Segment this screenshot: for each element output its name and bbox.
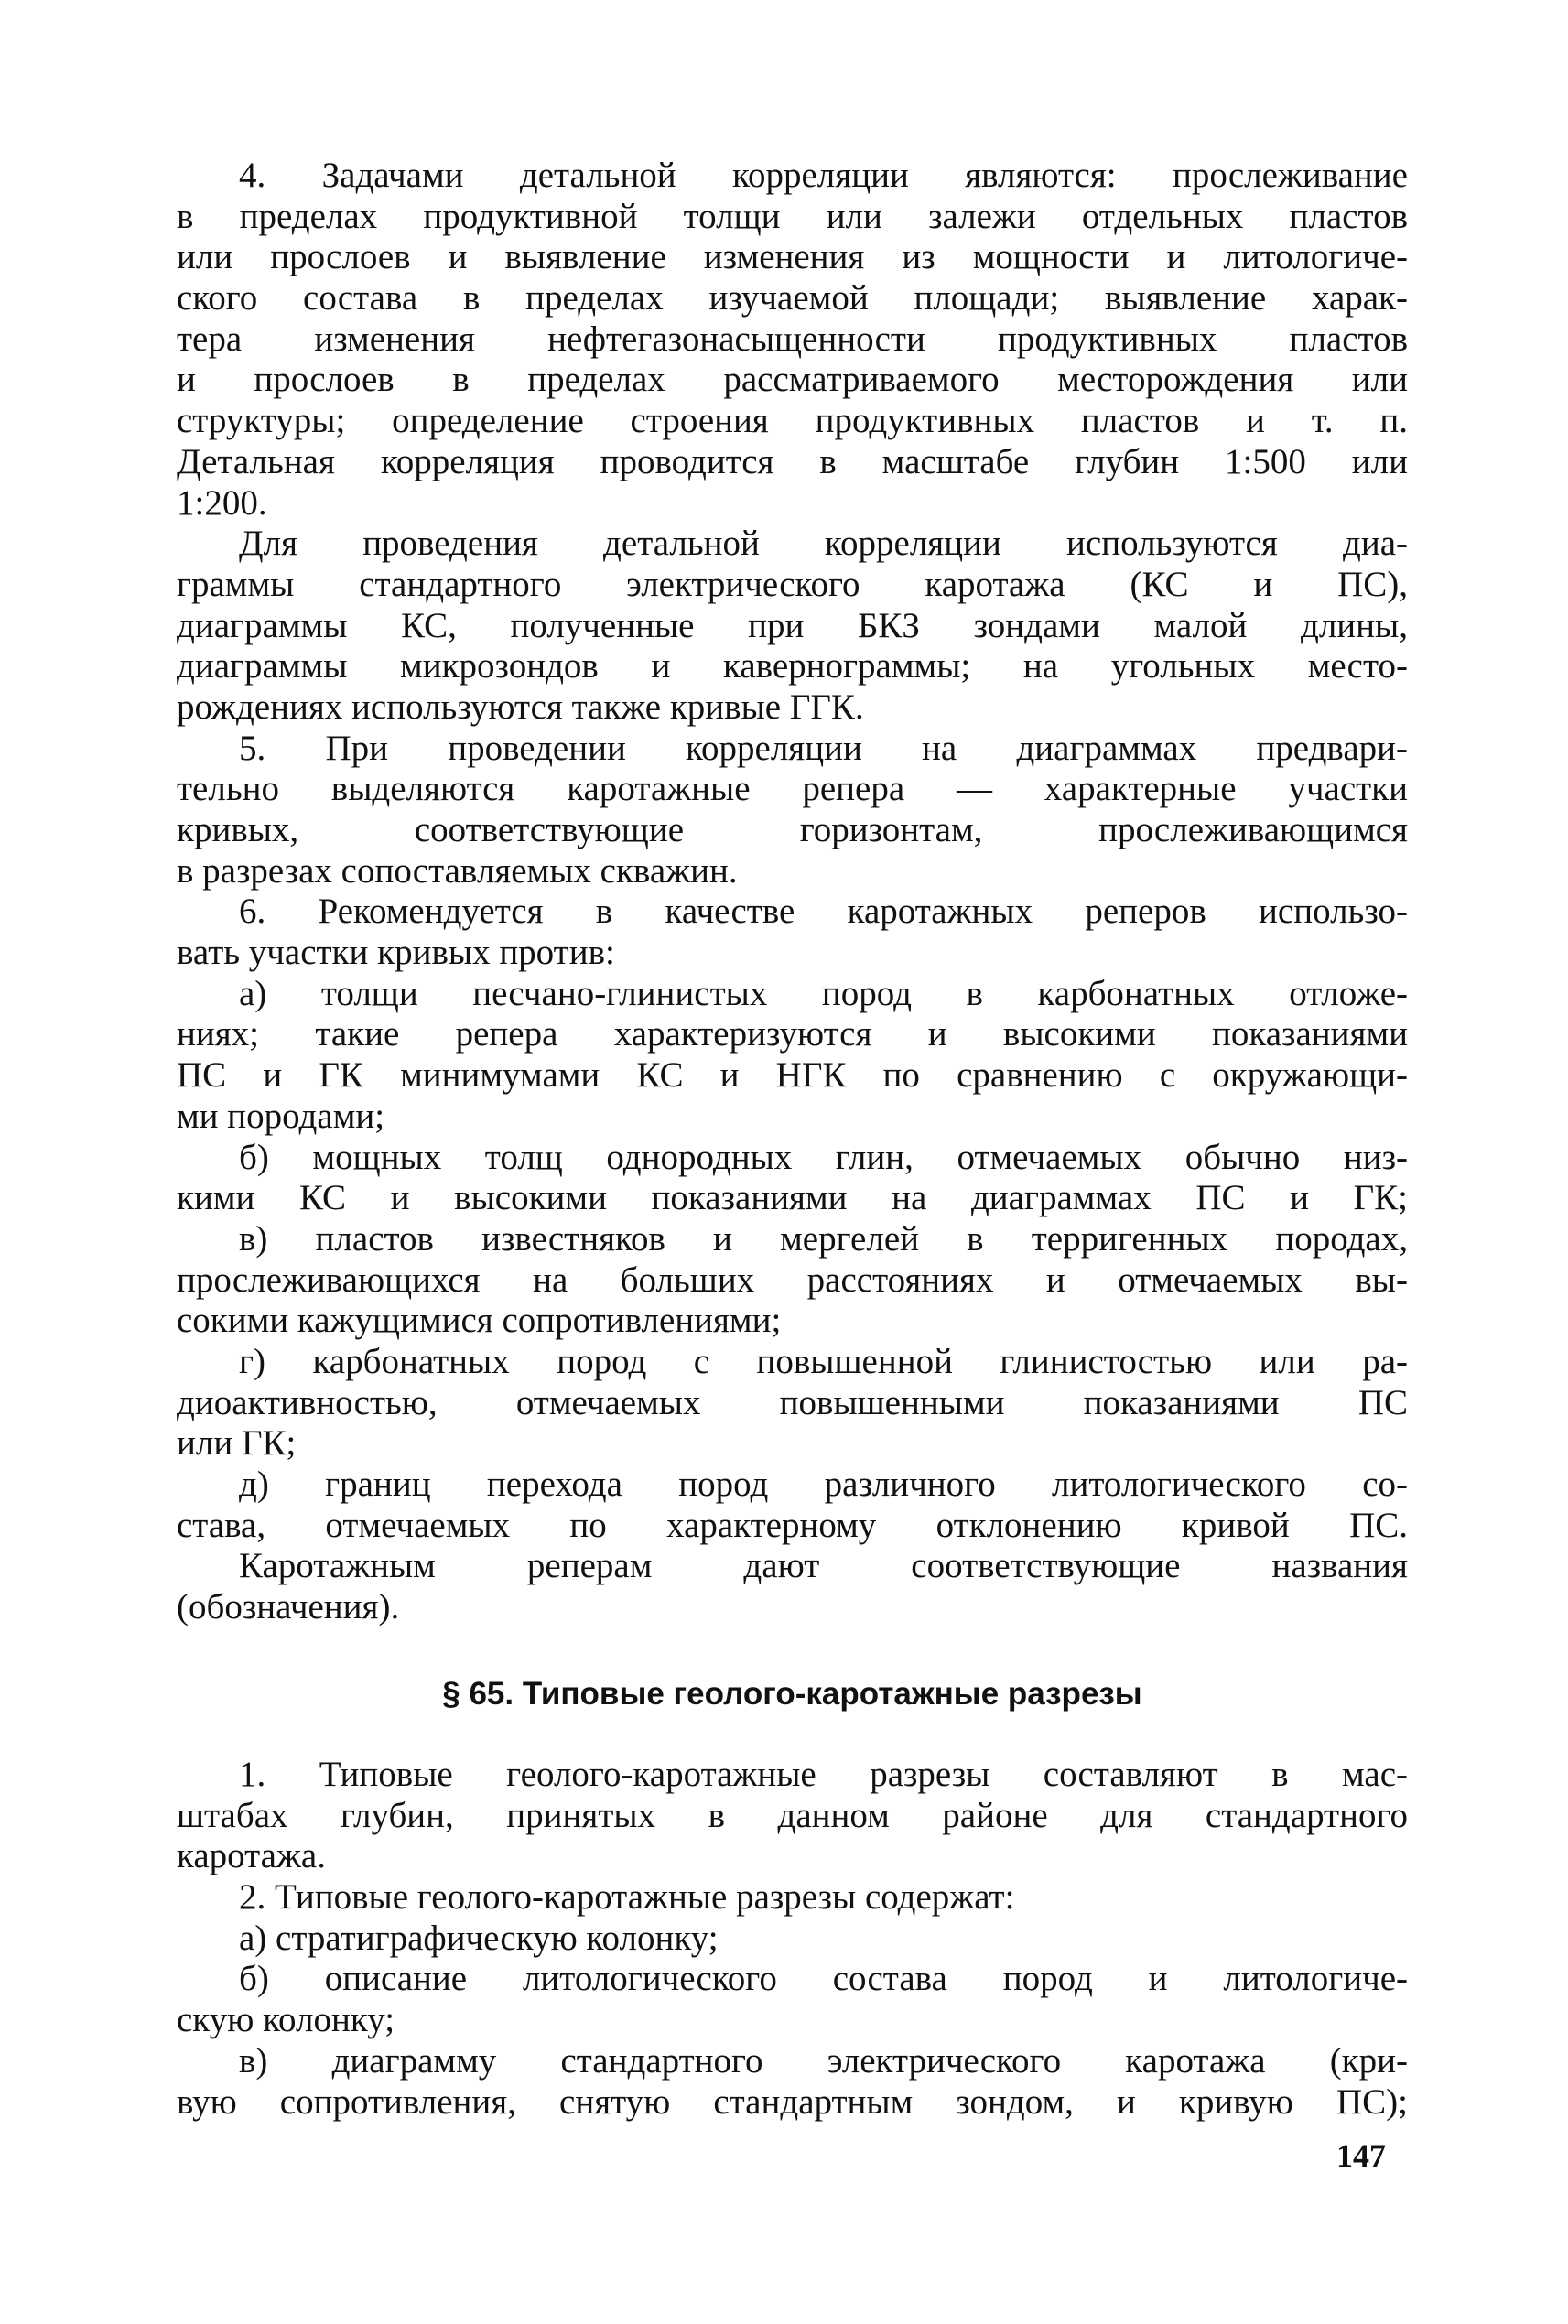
text-line: кривых, соответствующие горизонтам, прослеживающимся [177, 810, 1408, 849]
text-line: б) мощных толщ однородных глин, отмечаемых обычно низ- [239, 1137, 1408, 1177]
text-line: г) карбонатных пород с повышенной глинистостью или ра- [239, 1341, 1408, 1381]
text-line: сокими кажущимися сопротивлениями; [177, 1301, 782, 1341]
text-line: тера изменения нефтегазонасыщенности продуктивных пластов [177, 319, 1408, 359]
text-line: ниях; такие репера характеризуются и высокими показаниями [177, 1014, 1408, 1054]
text-line: диаграммы КС, полученные при БКЗ зондами малой длины, [177, 605, 1408, 645]
text-line: вую сопротивления, снятую стандартным зондом, и кривую ПС); [177, 2081, 1408, 2122]
text-line: кими КС и высокими показаниями на диаграммах ПС и ГК; [177, 1178, 1408, 1218]
text-line: штабах глубин, принятых в данном районе для стандартного [177, 1795, 1408, 1835]
text-line: диоактивностью, отмечаемых повышенными показаниями ПС [177, 1382, 1408, 1422]
text-line: Детальная корреляция проводится в масштабе глубин 1:500 или [177, 441, 1408, 481]
text-line: Для проведения детальной корреляции используются диа- [239, 524, 1408, 564]
text-line: ми породами; [177, 1096, 385, 1136]
text-line: 5. При проведении корреляции на диаграммах предвари- [239, 728, 1408, 768]
text-line: 4. Задачами детальной корреляции являются: прослеживание [239, 156, 1408, 195]
text-line: 6. Рекомендуется в качестве каротажных реперов использо- [239, 892, 1408, 932]
text-line: а) стратиграфическую колонку; [239, 1918, 719, 1958]
text-line: д) границ перехода пород различного литологического со- [239, 1465, 1408, 1504]
text-line: става, отмечаемых по характерному отклонению кривой ПС. [177, 1505, 1408, 1545]
text-line: б) описание литологического состава пород и литологиче- [239, 1959, 1408, 1999]
text-line: 1. Типовые геолого-каротажные разрезы составляют в мас- [239, 1755, 1408, 1794]
text-line: тельно выделяются каротажные репера — характерные участки [177, 769, 1408, 809]
text-line: рождениях используются также кривые ГГК. [177, 686, 864, 727]
text-line: диаграммы микрозондов и кавернограммы; на угольных место- [177, 646, 1408, 686]
text-line: или ГК; [177, 1423, 297, 1464]
text-line: скую колонку; [177, 2000, 395, 2040]
text-line: каротажа. [177, 1836, 326, 1876]
text-line: 2. Типовые геолого-каротажные разрезы содержат: [239, 1877, 1015, 1918]
page-number: 147 [1336, 2137, 1386, 2174]
text-line: а) толщи песчано-глинистых пород в карбонатных отложе- [239, 973, 1408, 1013]
body-text-section-a [177, 156, 1408, 1628]
text-line: граммы стандартного электрического каротажа (КС и ПС), [177, 564, 1408, 604]
text-line: в) диаграмму стандартного электрического каротажа (кри- [239, 2040, 1408, 2081]
text-line: Каротажным реперам дают соответствующие названия [239, 1546, 1408, 1586]
text-line: ского состава в пределах изучаемой площади; выявление харак- [177, 278, 1408, 319]
text-line: прослеживающихся на больших расстояниях и отмечаемых вы- [177, 1259, 1408, 1300]
body-text-section-b [177, 1755, 1408, 2123]
text-line: в пределах продуктивной толщи или залежи отдельных пластов [177, 196, 1408, 236]
text-line: или прослоев и выявление изменения из мощности и литологиче- [177, 237, 1408, 277]
text-line: в разрезах сопоставляемых скважин. [177, 850, 738, 891]
text-line: и прослоев в пределах рассматриваемого месторождения или [177, 360, 1408, 400]
section-heading: § 65. Типовые геолого-каротажные разрезы [442, 1676, 1142, 1712]
text-line: ПС и ГК минимумами КС и НГК по сравнению с окружающи- [177, 1055, 1408, 1096]
text-line: в) пластов известняков и мергелей в терригенных породах, [239, 1218, 1408, 1259]
text-line: (обозначения). [177, 1587, 400, 1627]
text-line: структуры; определение строения продуктивных пластов и т. п. [177, 401, 1408, 441]
text-line: 1:200. [177, 482, 267, 523]
text-line: вать участки кривых против: [177, 933, 615, 973]
